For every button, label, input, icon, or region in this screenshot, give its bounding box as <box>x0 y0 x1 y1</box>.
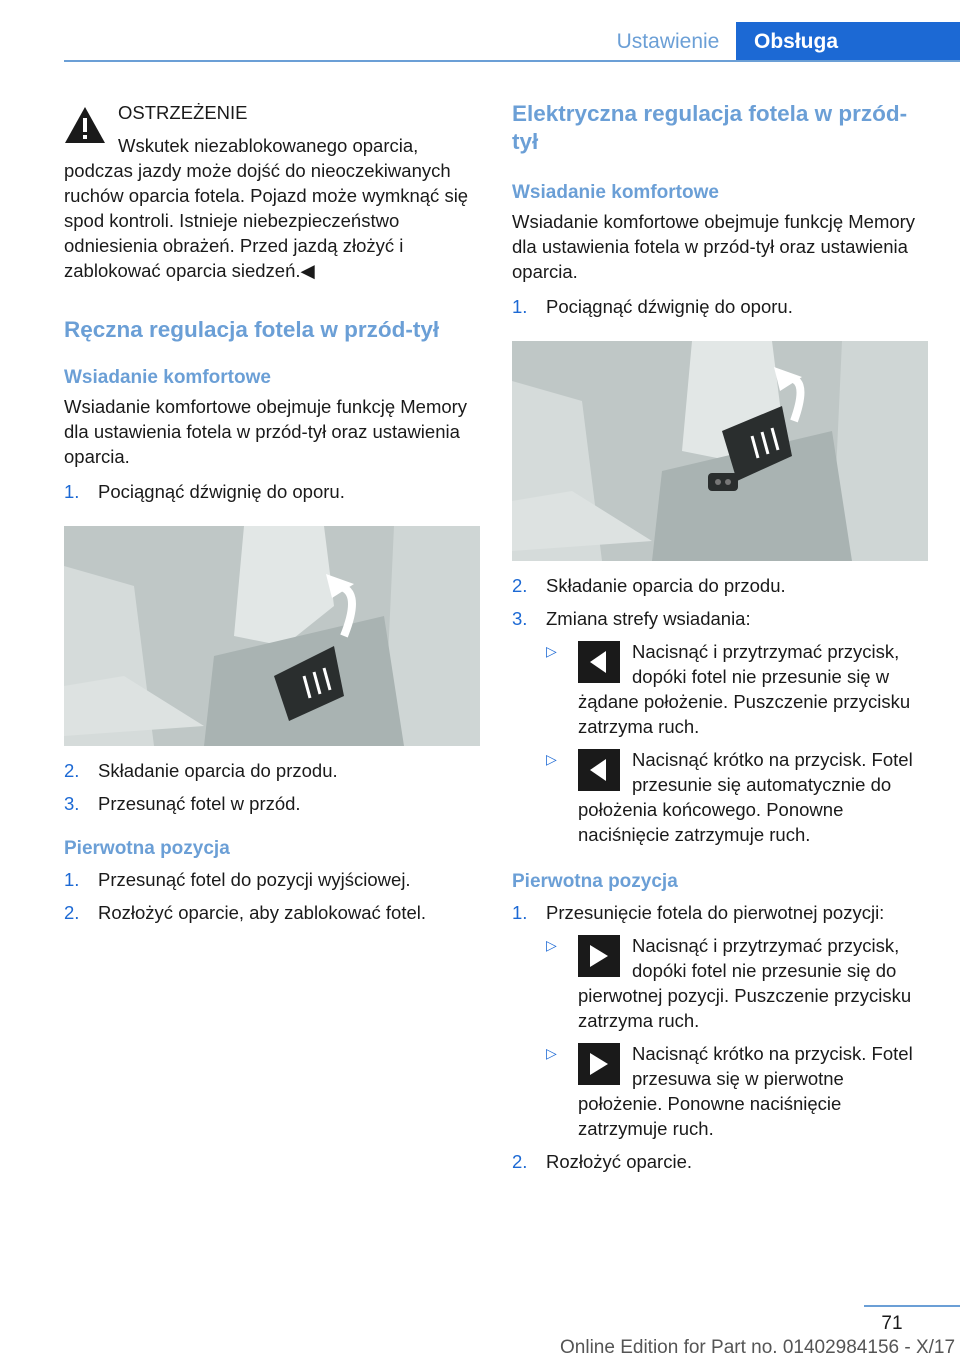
header-tab-obsluga[interactable]: Obsługa <box>736 22 960 62</box>
sub-list-text: Nacisnąć krótko na przycisk. Fotel przesunie się automatycznie do położenia końcowego. Ponowne naciśnięcie zatrzymuje ruch. <box>578 749 913 845</box>
list-item <box>64 758 482 783</box>
list-number: 2. <box>512 1151 528 1172</box>
seat-backward-button-icon <box>578 749 620 791</box>
sub-list-item <box>512 933 932 1033</box>
list-number: 1. <box>512 296 528 317</box>
warning-icon <box>64 106 106 144</box>
steps-list-2 <box>512 573 932 631</box>
sub-list-item <box>512 639 932 739</box>
list-item <box>64 867 482 892</box>
list-item <box>512 1149 932 1174</box>
list-item <box>64 479 482 504</box>
list-text: Przesunąć fotel w przód. <box>98 793 301 814</box>
list-number: 2. <box>512 575 528 596</box>
list-text: Pociągnąć dźwignię do oporu. <box>546 296 793 317</box>
list-text: Pociągnąć dźwignię do oporu. <box>98 481 345 502</box>
left-column <box>64 100 482 925</box>
triangle-bullet-icon: ▷ <box>546 643 557 659</box>
steps-list-2 <box>64 758 482 816</box>
warning-text-first: Wskutek niezablokowanego oparcia, <box>118 135 419 156</box>
triangle-bullet-icon: ▷ <box>546 937 557 953</box>
list-item <box>512 606 932 631</box>
subheading-original-position: Pierwotna pozycja <box>64 838 230 859</box>
sub-list-text: Nacisnąć i przytrzymać przycisk, dopóki fotel nie przesunie się do pierwotnej pozycji. Puszczenie przycisku zatrzyma ruch. <box>578 935 912 1031</box>
list-number: 3. <box>512 608 528 629</box>
list-number: 2. <box>64 902 80 923</box>
list-item <box>512 294 932 319</box>
orig-steps-list <box>64 867 482 925</box>
list-text: Przesunąć fotel do pozycji wyjściowej. <box>98 869 411 890</box>
seat-lever-illustration <box>512 341 928 561</box>
seat-backward-button-icon <box>578 641 620 683</box>
edition-note: Online Edition for Part no. 01402984156 - X/17 <box>560 1337 956 1358</box>
list-item <box>64 791 482 816</box>
zone-sub-list <box>512 639 932 847</box>
list-number: 2. <box>64 760 80 781</box>
list-number: 1. <box>64 869 80 890</box>
sub-list-item <box>512 1041 932 1141</box>
section-heading-electric: Elektryczna regulacja fotela w przód-tył <box>512 101 908 154</box>
warning-block <box>64 100 482 283</box>
list-item <box>512 573 932 598</box>
seat-forward-button-icon <box>578 935 620 977</box>
right-column <box>512 100 932 1174</box>
list-text: Zmiana strefy wsiadania: <box>546 608 751 629</box>
seat-lever-illustration <box>64 526 480 746</box>
list-text: Składanie oparcia do przodu. <box>98 760 338 781</box>
comfort-text: Wsiadanie komfortowe obejmuje funkcję Memory dla ustawienia fotela w przód-tył oraz ustawienia oparcia. <box>64 396 468 467</box>
steps-list <box>512 294 932 319</box>
seat-lever-photo <box>512 341 928 561</box>
sub-list-item <box>512 747 932 847</box>
triangle-bullet-icon: ▷ <box>546 751 557 767</box>
sub-list-text: Nacisnąć krótko na przycisk. Fotel przesuwa się w pierwotne położenie. Ponowne naciśnięcie zatrzymuje ruch. <box>578 1043 913 1139</box>
warning-text: podczas jazdy może dojść do nieoczekiwanych ruchów oparcia fotela. Pojazd może wymknąć się spod kontroli. Istnieje niebezpieczeństwo odniesienia obrażeń. Przed jazdą złożyć i zablokować oparcia siedzeń.◀ <box>64 160 469 281</box>
warning-title: OSTRZEŻENIE <box>118 102 248 123</box>
orig-steps-list <box>512 900 932 925</box>
header-divider <box>64 60 960 62</box>
subheading-original-position: Pierwotna pozycja <box>512 871 678 892</box>
list-number: 3. <box>64 793 80 814</box>
list-text: Składanie oparcia do przodu. <box>546 575 786 596</box>
list-item <box>64 900 482 925</box>
triangle-bullet-icon: ▷ <box>546 1045 557 1061</box>
seat-forward-button-icon <box>578 1043 620 1085</box>
section-heading-manual: Ręczna regulacja fotela w przód-tył <box>64 317 440 342</box>
comfort-text: Wsiadanie komfortowe obejmuje funkcję Memory dla ustawienia fotela w przód-tył oraz ustawienia oparcia. <box>512 211 916 282</box>
list-text: Rozłożyć oparcie. <box>546 1151 693 1172</box>
orig-sub-list <box>512 933 932 1141</box>
subheading-comfort: Wsiadanie komfortowe <box>64 367 271 388</box>
steps-list <box>64 479 482 504</box>
sub-list-text: Nacisnąć i przytrzymać przycisk, dopóki fotel nie przesunie się w żądane położenie. Puszczenie przycisku zatrzyma ruch. <box>578 641 911 737</box>
orig-steps-list-2 <box>512 1149 932 1174</box>
page-number: 71 <box>881 1313 903 1334</box>
list-text: Przesunięcie fotela do pierwotnej pozycji: <box>546 902 885 923</box>
subheading-comfort: Wsiadanie komfortowe <box>512 182 719 203</box>
footer-divider <box>864 1305 960 1307</box>
list-item <box>512 900 932 925</box>
list-number: 1. <box>512 902 528 923</box>
header-tab-ustawienie[interactable]: Ustawienie <box>616 30 720 53</box>
list-text: Rozłożyć oparcie, aby zablokować fotel. <box>98 902 427 923</box>
list-number: 1. <box>64 481 80 502</box>
seat-lever-photo <box>64 526 480 746</box>
